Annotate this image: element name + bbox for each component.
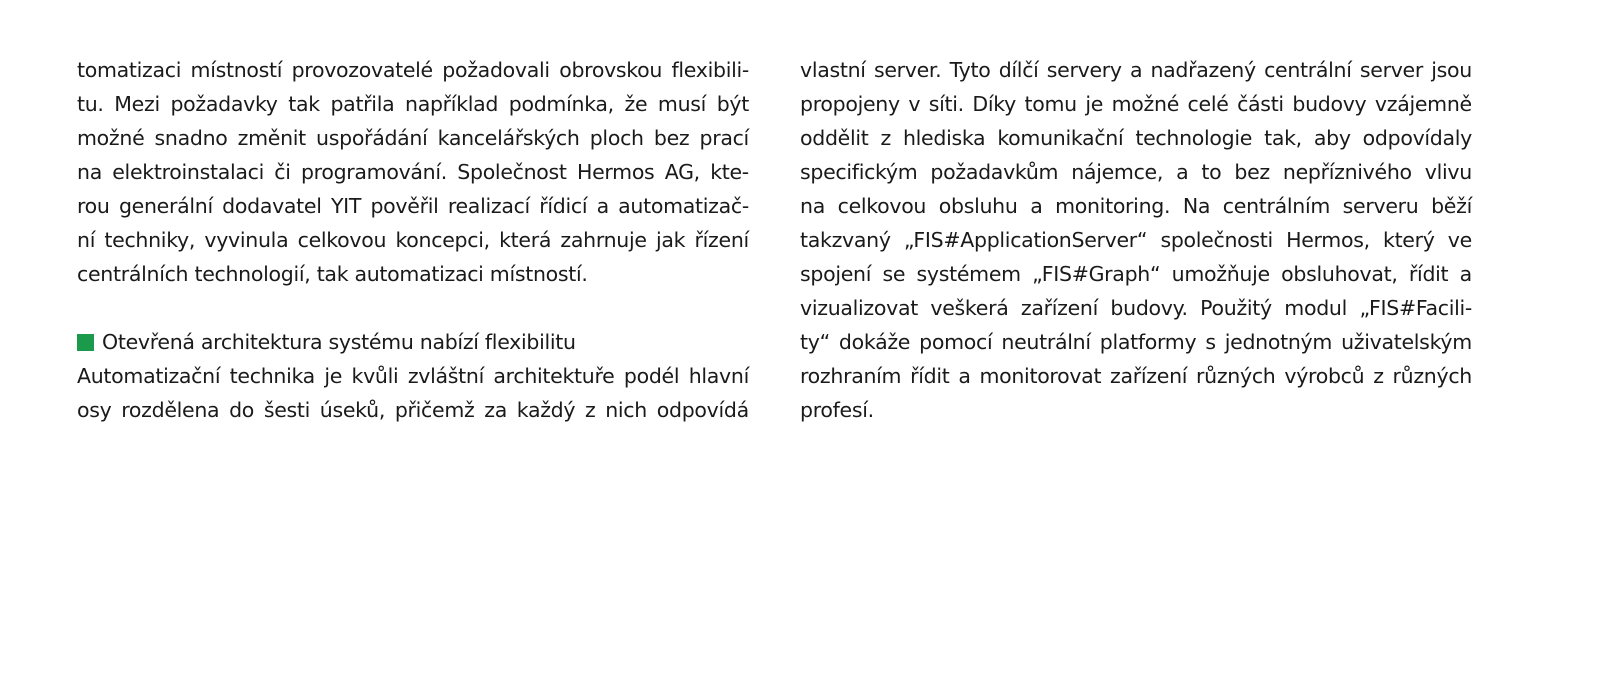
- text-line: vizualizovat veškerá zařízení budovy. Použitý modul „FIS#Facili-: [800, 296, 1472, 320]
- text-line: vlastní server. Tyto dílčí servery a nadřazený centrální server jsou: [800, 58, 1472, 82]
- architecture-paragraph: [77, 359, 749, 427]
- text-line: propojeny v síti. Díky tomu je možné celé části budovy vzájemně: [800, 92, 1472, 116]
- right-column: [800, 53, 1472, 427]
- text-line: tu. Mezi požadavky tak patřila například podmínka, že musí být: [77, 92, 749, 116]
- text-line: Automatizační technika je kvůli zvláštní architektuře podél hlavní: [77, 364, 749, 388]
- text-line: spojení se systémem „FIS#Graph“ umožňuje obsluhovat, řídit a: [800, 262, 1472, 286]
- left-column: [77, 53, 749, 427]
- text-line: tomatizaci místností provozovatelé požadovali obrovskou flexibili-: [77, 58, 749, 82]
- text-line: oddělit z hlediska komunikační technologie tak, aby odpovídaly: [800, 126, 1472, 150]
- text-line: takzvaný „FIS#ApplicationServer“ společnosti Hermos, který ve: [800, 228, 1472, 252]
- text-line: možné snadno změnit uspořádání kancelářských ploch bez prací: [77, 126, 749, 150]
- paragraph-spacer: [77, 291, 749, 325]
- section-heading-text: Otevřená architektura systému nabízí flexibilitu: [102, 330, 576, 354]
- green-square-bullet-icon: [77, 334, 94, 351]
- section-heading: [77, 325, 749, 359]
- text-line: rou generální dodavatel YIT pověřil realizací řídicí a automatizač-: [77, 194, 749, 218]
- server-paragraph: [800, 53, 1472, 427]
- text-line: na elektroinstalaci či programování. Společnost Hermos AG, kte-: [77, 160, 749, 184]
- text-line: centrálních technologií, tak automatizaci místností.: [77, 262, 588, 286]
- intro-paragraph: [77, 53, 749, 291]
- text-line: profesí.: [800, 398, 874, 422]
- text-line: rozhraním řídit a monitorovat zařízení různých výrobců z různých: [800, 364, 1472, 388]
- text-line: ní techniky, vyvinula celkovou koncepci, která zahrnuje jak řízení: [77, 228, 749, 252]
- text-line: specifickým požadavkům nájemce, a to bez nepříznivého vlivu: [800, 160, 1472, 184]
- text-line: ty“ dokáže pomocí neutrální platformy s jednotným uživatelským: [800, 330, 1472, 354]
- text-line: osy rozdělena do šesti úseků, přičemž za každý z nich odpovídá: [77, 398, 749, 422]
- text-line: na celkovou obsluhu a monitoring. Na centrálním serveru běží: [800, 194, 1472, 218]
